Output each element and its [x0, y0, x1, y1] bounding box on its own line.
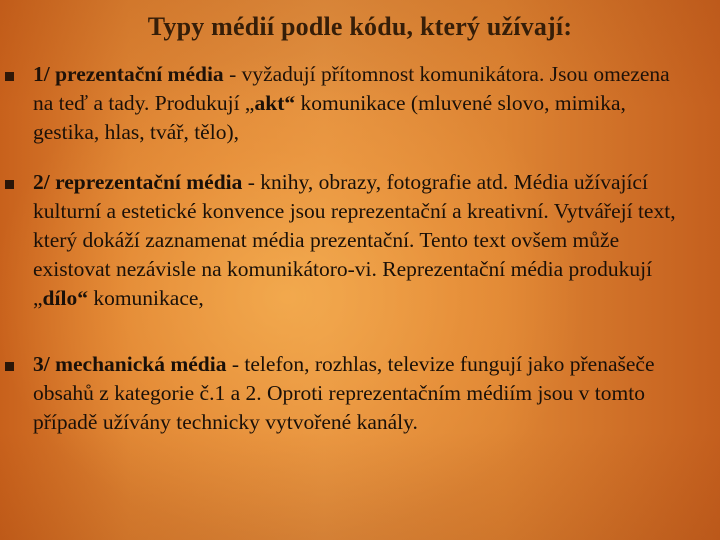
square-bullet-icon — [5, 72, 14, 81]
item-emphasis: akt“ — [254, 91, 296, 115]
item-emphasis: dílo“ — [42, 286, 88, 310]
list-item-text — [33, 60, 693, 147]
square-bullet-icon — [5, 362, 14, 371]
slide-title: Typy médií podle kódu, který užívají: — [147, 12, 573, 41]
list-item-text — [33, 350, 693, 437]
item-lead: 2/ reprezentační média — [33, 170, 243, 194]
item-lead: 1/ prezentační média — [33, 62, 224, 86]
list-item-text — [33, 168, 693, 313]
square-bullet-icon — [5, 180, 14, 189]
item-body: - knihy, obrazy, fotografie atd. Média užívající kulturní a estetické konvence jsou reprezentační a kreativní. Vytvářejí text, který dokáží zaznamenat média prezentační. Tento text ovšem může existovat nezávisle na komunikátoro-vi. Reprezentační média produkují „ — [33, 170, 676, 310]
list-item — [0, 168, 693, 313]
item-lead: 3/ mechanická média — [33, 352, 227, 376]
item-body: - telefon, rozhlas, televize fungují jako přenašeče obsahů z kategorie č.1 a 2. Oproti reprezentačním médiím jsou v tomto případě užívány technicky vytvořené kanály. — [33, 352, 655, 434]
item-body-end: komunikace (mluvené slovo, mimika, gestika, hlas, tvář, tělo), — [33, 91, 626, 144]
item-body-end: komunikace, — [87, 286, 204, 310]
item-body: - vyžadují přítomnost komunikátora. Jsou omezena na teď a tady. Produkují „ — [33, 62, 670, 115]
list-item — [0, 60, 693, 147]
list-item — [0, 350, 693, 437]
